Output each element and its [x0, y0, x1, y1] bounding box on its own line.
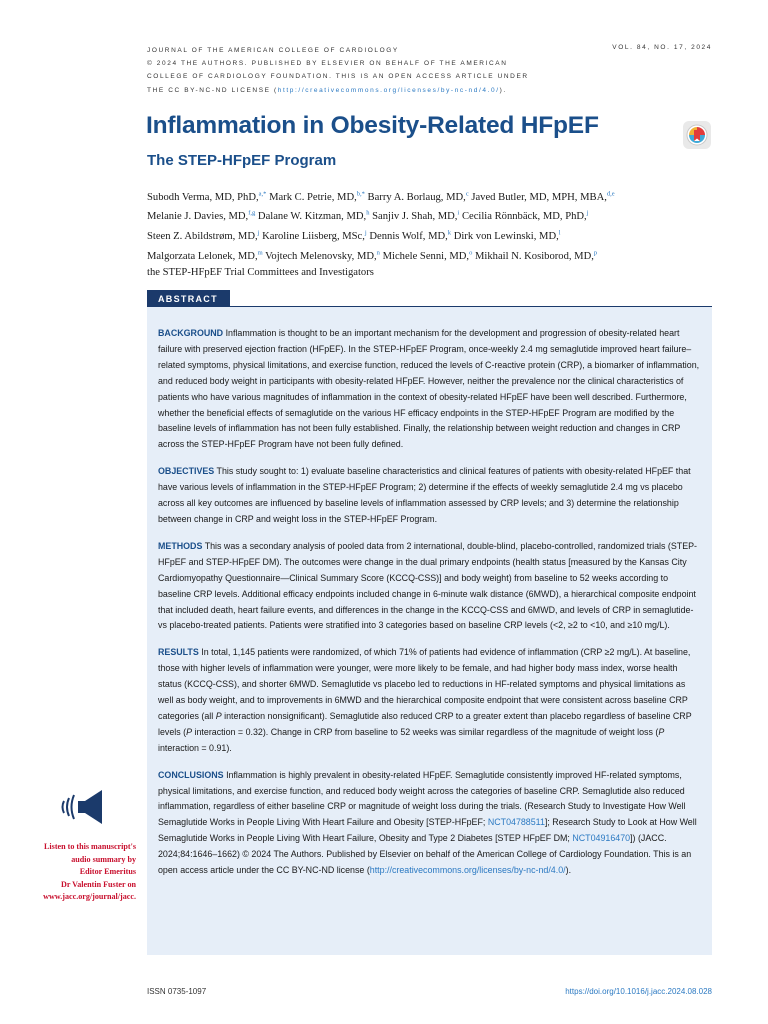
author-list: [147, 186, 707, 281]
p-symbol: P: [658, 726, 665, 737]
author: Barry A. Borlaug, MD,$^c$: [367, 190, 469, 203]
author: Subodh Verma, MD, PhD,$^{a,*}$: [147, 190, 267, 203]
author: the STEP-HFpEF Trial Committees and Investigators: [147, 266, 374, 278]
doi-link[interactable]: https://doi.org/10.1016/j.jacc.2024.08.028: [565, 987, 712, 996]
abstract-conclusions: [158, 768, 700, 879]
section-text: ).: [565, 865, 572, 876]
license-link-abstract[interactable]: http://creativecommons.org/licenses/by-nc-nd/4.0/: [369, 865, 566, 876]
audio-line: audio summary by: [71, 854, 136, 864]
section-text: This was a secondary analysis of pooled data from 2 international, double-blind, placebo-controlled, randomized trials (STEP-HFpEF and STEP-HFpEF DM). The outcomes were change in the dual primary endpoints (health status [measured by the Kansas City Cardiomyopathy Questionnaire—Clinical Summary Score (KCCQ-CSS)] and body weight) from baseline to 52 weeks according to baseline CRP levels. Additional efficacy endpoints included change in 6-minute walk distance (6MWD), a hierarchical composite endpoint that included death, heart failure events, and differences in the change in the KCCQ-CSS and 6MWD, and levels of CRP in semaglutide- vs placebo-treated patients. Patients were stratified into 3 categories based on baseline CRP levels (<2, ≥2 to <10, and ≥10 mg/L).: [158, 540, 698, 631]
author: Michele Senni, MD,$^o$: [382, 249, 473, 262]
copyright-line-3: [147, 84, 567, 97]
section-text: Inflammation is highly prevalent in obesity-related HFpEF. Semaglutide consistently improved HF-related symptoms, physical limitations, and exercise function, and reduced body weight across the categories of baseline CRP. Semaglutide also reduced inflammation, regardless of either baseline CRP or magnitude of weight loss during the trials. (Research Study to Investigate How Well Semaglutide Works in People Living With Heart Failure and Obesity [STEP-HFpEF;: [158, 769, 686, 828]
audio-line: Dr Valentin Fuster on: [60, 879, 136, 889]
journal-name: JOURNAL OF THE AMERICAN COLLEGE OF CARDIOLOGY: [147, 47, 399, 54]
author: Cecilia Rönnbäck, MD, PhD,$^j$: [461, 209, 589, 223]
audio-url: www.jacc.org/journal/jacc.: [43, 892, 136, 902]
author: Sanjiv J. Shah, MD,$^i$: [372, 209, 460, 223]
section-text: interaction nonsignificant). Semaglutide also reduced CRP to a greater extent than placebo regardless of baseline CRP levels (: [158, 710, 692, 737]
speaker-icon[interactable]: [58, 787, 108, 827]
abstract-label: ABSTRACT: [147, 290, 230, 308]
section-heading: CONCLUSIONS: [158, 769, 224, 780]
section-text: Inflammation is thought to be an important mechanism for the development and progression of obesity-related heart failure with preserved ejection fraction (HFpEF). In the STEP-HFpEF Program, once-weekly 2.4 mg semaglutide improved heart failure–related symptoms, physical limitations, and exercise function, reduced the levels of C-reactive protein (CRP), a biomarker of inflammation, and reduced body weight in participants with obesity-related HFpEF. However, neither the prevalence nor the clinical characteristics of patients who have various magnitudes of inflammation in the context of obesity-related HFpEF have been well described. Furthermore, whether the beneficial effects of semaglutide on the various HF efficacy endpoints in the STEP-HFpEF Program are modified by the baseline levels of inflammation has not been fully established. Finally, the relationship between weight reduction and changes in CRP across the STEP-HFpEF Program have not been fully defined.: [158, 328, 700, 450]
section-heading: OBJECTIVES: [158, 466, 215, 477]
section-text: ]) (JACC. 2024;84:1646–1662) © 2024 The Authors. Published by Elsevier on behalf of the American College of Cardiology Foundation. This is an open access article under the CC BY-NC-ND license (: [158, 833, 692, 876]
copyright-prefix: THE CC BY-NC-ND LICENSE (: [147, 86, 278, 94]
p-symbol: P: [215, 710, 222, 721]
author: Mikhail N. Kosiborod, MD,$^p$: [475, 249, 598, 262]
author: Dirk von Lewinski, MD,$^l$: [453, 229, 561, 242]
audio-line: Listen to this manuscript's: [44, 842, 136, 851]
author: Dalane W. Kitzman, MD,$^h$: [257, 209, 370, 223]
journal-header: [147, 44, 567, 97]
section-heading: BACKGROUND: [158, 328, 224, 338]
audio-summary-note[interactable]: [32, 841, 136, 904]
section-text: ]; Research Study to Look at How Well Semaglutide Works in People Living With Heart Failure, Obesity and Type 2 Diabetes [STEP HFpEF DM;: [158, 817, 697, 844]
abstract-methods: [158, 539, 700, 634]
author: Mark C. Petrie, MD,$^{b,*}$: [269, 190, 365, 203]
section-text: In total, 1,145 patients were randomized, of which 71% of patients had evidence of inflammation (CRP ≥2 mg/L). At baseline, those with higher levels of inflammation were younger, were more likely to be female, and had higher body mass index, worse health status (KCCQ-CSS), and shorter 6MWD. Semaglutide vs placebo led to reductions in HF-related symptoms and physical limitations as well as body weight, and to improvements in 6MWD and the hierarchical composite endpoint that were consistent across baseline CRP categories (all: [158, 647, 691, 721]
author: Melanie J. Davies, MD,$^{f,g}$: [147, 209, 256, 223]
copyright-line-2: COLLEGE OF CARDIOLOGY FOUNDATION. THIS IS AN OPEN ACCESS ARTICLE UNDER: [147, 73, 529, 81]
section-text: interaction = 0.32). Change in CRP from baseline to 52 weeks was similar regardless of the magnitude of weight loss (: [192, 726, 659, 737]
author: Javed Butler, MD, MPH, MBA,$^{d,e}$: [471, 190, 615, 203]
crossmark-badge[interactable]: [683, 121, 711, 149]
issn: ISSN 0735-1097: [147, 987, 207, 996]
copyright-line-1: © 2024 THE AUTHORS. PUBLISHED BY ELSEVIER ON BEHALF OF THE AMERICAN: [147, 60, 508, 68]
audio-line: Editor Emeritus: [79, 867, 136, 877]
section-heading: METHODS: [158, 540, 203, 551]
author: Dennis Wolf, MD,$^k$: [369, 229, 452, 242]
section-heading: RESULTS: [158, 647, 199, 658]
author: Malgorzata Lelonek, MD,$^m$: [147, 249, 263, 262]
article-title: Inflammation in Obesity-Related HFpEF: [146, 112, 599, 139]
nct-link-step-hfpef[interactable]: NCT04788511: [487, 817, 545, 828]
abstract-results: [158, 645, 700, 756]
abstract-background: [158, 326, 700, 453]
p-symbol: P: [186, 726, 193, 737]
copyright-suffix: ).: [499, 86, 507, 94]
author: Vojtech Melenovsky, MD,$^n$: [265, 249, 380, 262]
crossmark-icon: [686, 124, 708, 146]
license-link[interactable]: http://creativecommons.org/licenses/by-nc-nd/4.0/: [277, 86, 500, 94]
section-text: interaction = 0.91).: [158, 742, 232, 753]
nct-link-step-hfpef-dm[interactable]: NCT04916470: [572, 833, 631, 844]
author: Steen Z. Abildstrøm, MD,$^j$: [147, 229, 260, 242]
author: Karoline Liisberg, MSc,$^j$: [262, 229, 367, 242]
section-text: This study sought to: 1) evaluate baseline characteristics and clinical features of patients with obesity-related HFpEF that have various levels of inflammation in the STEP-HFpEF Program; 2) determine if the effects of weekly semaglutide 2.4 mg vs placebo across all key outcomes are influenced by baseline levels of inflammation assessed by CRP levels; and 3) determine the relationship between change in CRP and weight loss in the STEP-HFpEF Program.: [158, 466, 691, 524]
abstract-box: [147, 307, 712, 955]
article-subtitle: The STEP-HFpEF Program: [147, 152, 337, 169]
abstract-objectives: [158, 464, 700, 528]
volume-info: VOL. 84, NO. 17, 2024: [612, 44, 712, 51]
